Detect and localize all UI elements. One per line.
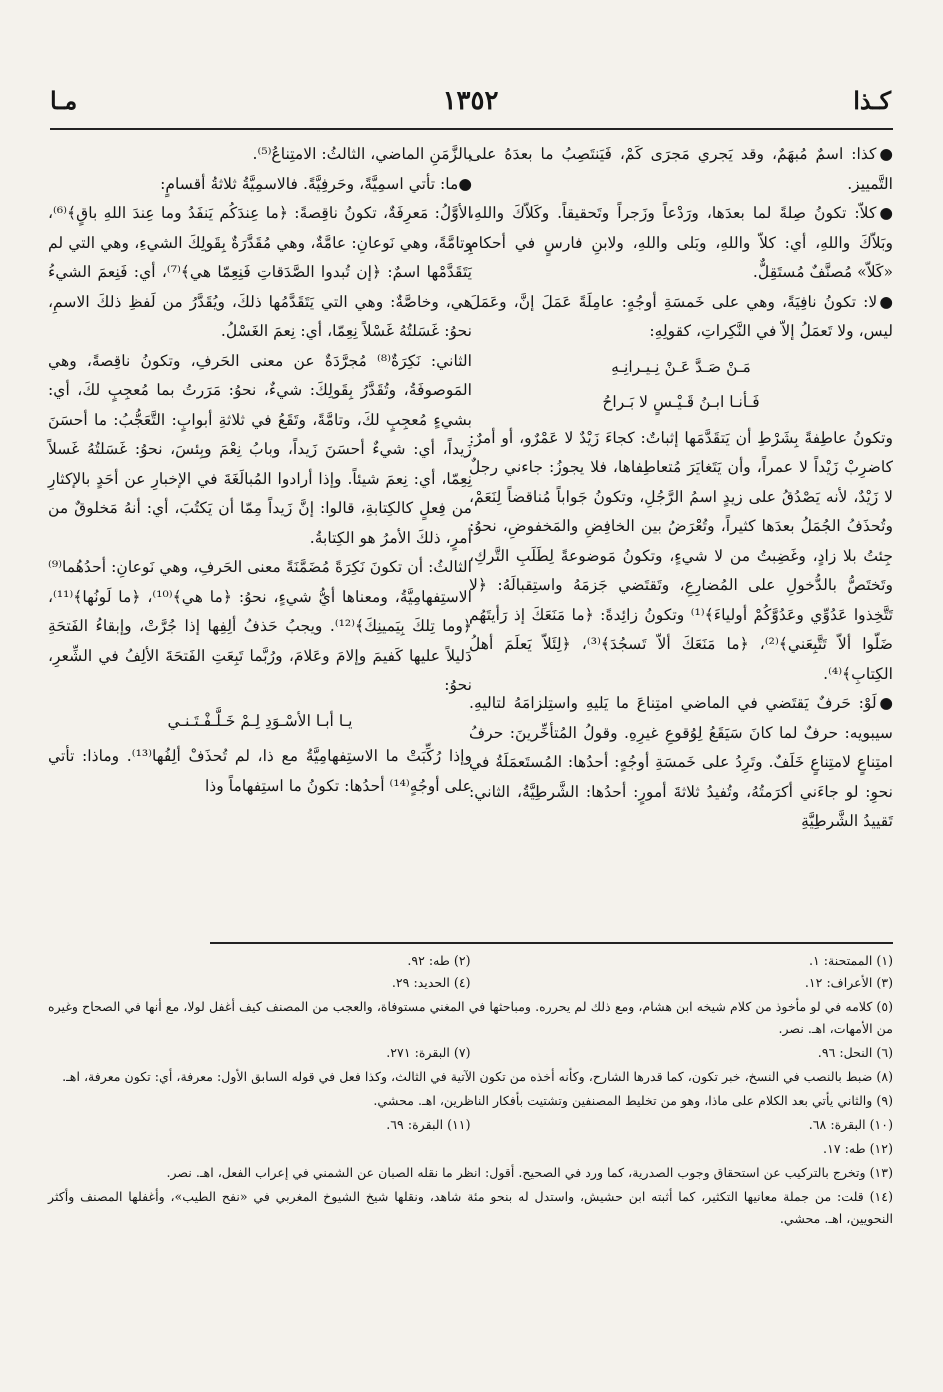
header-rule [50,128,893,130]
entry-madha: وإذا رُكِّبَتْ ما الاستِفهامِيَّةُ مع ذا، لم تُحذَفْ ألِفُها⁽¹³⁾. وماذا: تأتي على أوجُهٍ⁽¹⁴⁾ أحدُها: تكونُ ما استِفهاماً وذا [48,747,472,795]
left-column [48,140,472,801]
verse-line-3: يـا أبـا الأسْـوَدِ لِـمْ خَـلَّـفْـتَـنـي [167,711,353,730]
footnote-row [48,972,893,994]
verse-line-1: مَـنْ صَـدَّ عَـنْ نِـيـرانِـهِ [611,357,751,376]
footnote: (١) الممتحنة: ١. [808,953,893,968]
page-number: ١٣٥٢ [442,86,499,116]
footnote: (١٠) البقرة: ٦٨. [808,1117,893,1132]
header-headword-last: مـا [50,86,78,115]
section-second: الثاني: نَكِرَةٌ⁽⁸⁾ مُجرَّدَةٌ عن معنى الحَرفِ، وتكونُ ناقِصةً، وهي المَوصوفَةُ، وتُقَدَّرُ بِقَولِكَ: شيءٌ، نحوُ: مَرَرتُ بما مُعجِبٍ لكَ، أي: بشيءٍ مُعجِبٍ لكَ، وتامَّةً، وتَقَعُ في ثلاثةِ أبوابٍ: التَّعَجُّبُ: ما أحسَنَ زَيداً، أي: شيءٌ أحسَنَ زَيداً، وبابُ نِعْمَ وبِئسَ، نحوُ: غَسَلتُهُ غَسلاً نِعِمّا، أي: نِعمَ شيئاً. وإذا أرادوا المُبالَغَةَ في الإخبارِ عن أحَدٍ بالإكثارِ من فِعلٍ كالكِتابةِ، قالوا: إنَّ زَيداً مِمّا أن يَكتُبَ، أي: أنهُ مَخلوقٌ من أمرٍ، ذلكَ الأمرُ هو الكِتابةُ. [48,351,472,547]
entry-law: ●لَوْ: حَرفٌ يَقتَضي في الماضي امتِناعَ ما يَليهِ واستِلزامَهُ لتاليهِ. سيبويه: حرفٌ لما كانَ سَيَقَعُ لِوُقوعِ غيرِهِ. وقولُ المُتأخِّرينَ: حرفُ امتِناعٍ لامتِناعٍ خَلَفٌ. وتَرِدُ على خَمسَةِ أوجُهٍ: أحدُها: المُستَعمَلَةُ في نحوِ: لو جاءَني أكرَمتُهُ، وتُفيدُ ثلاثةَ أمورٍ: أحدُها: الشَّرطِيَّةُ، الثاني: تَقييدُ الشَّرطِيَّةِ [469,694,893,830]
footnote: (٦) النحل: ٩٦. [817,1045,893,1060]
entry-la: ●لا: تكونُ نافِيَةً، وهي على خَمسَةِ أوجُهٍ: عامِلَةً عَمَلَ إنَّ، وعَمَلَ ليس، ولا تَعمَلُ إلاّ في النَّكِراتِ، كقولِهِ: [469,292,893,340]
footnote-row [48,950,893,972]
entry-kadha: ●كذا: اسمٌ مُبهَمٌ، وقد يَجري مَجرَى كَمْ، فَيَنتَصِبُ ما بعدَهُ على التَّمييز. [469,145,893,193]
footnote: (٢) طه: ٩٢. [407,953,471,968]
footnote: (٩) والثاني يأتي بعد الكلام على ماذا، وهو من تخليط المصنفين وتشتيت بأفكار الناظرين، اهـ. محشي. [373,1093,893,1108]
section-first: الأوَّلُ: مَعرِفَةٌ، تكونُ ناقِصةً: ﴿ما عِندَكُم يَنفَدُ وما عِندَ اللهِ باقٍ﴾⁽⁶⁾، وتامَّةً، وهي نَوعانِ: عامَّةٌ، وهي مُقَدَّرَةٌ بِقَولِكَ الشيءِ، وهي التي لم يَتَقَدَّمْها اسمٌ: ﴿إن تُبدوا الصَّدَقاتِ فَنِعِمّا هي﴾⁽⁷⁾، أي: فَنِعمَ الشيءُ هي، وخاصَّةٌ: وهي التي يَتَقَدَّمُها ذلكَ، ويُقَدَّرُ من لَفظِ ذلكَ الاسمِ، نحوُ: غَسَلتُهُ غَسْلاً نِعِمّا، أي: نِعمَ الغَسْلُ. [48,204,472,340]
entry-la-continued: وتكونُ عاطِفةً بِشَرْطِ أن يَتقَدَّمَها إثباتٌ: كجاءَ زَيْدٌ لا عَمْرٌو، أو أمرٌ: كاضرِبْ زَيْداً لا عمراً، وأن يَتَغايَرَ مُتعاطِفاها، فلا يجوزُ: جاءني رجلٌ لا زَيْدٌ، لأنه يَصْدُقُ على زيدٍ اسمُ الرَّجُلِ، وتكونُ جَواباً مُناقضاً لِنَعَمْ، وتُحذَفُ الجُمَلُ بعدَها كثيراً، وتُعْرَضُ بين الخافِضِ والمَخفوضِ، نحوُ: جِئتُ بلا زادٍ، وغَضِبتُ من لا شيءٍ، وتكونُ مَوضوعةً لِطَلَبِ التَّركِ، وتَختَصُّ بالدُّخولِ على المُضارِعِ، وتَقتَضي جَزمَهُ واستِقبالَهُ: ﴿لا تَتَّخِذوا عَدُوِّي وعَدُوَّكُمْ أولياءَ﴾⁽¹⁾ وتكونُ زائِدةً: ﴿ما مَنَعَكَ إذ رَأيتَهُم ضَلّوا ألاّ تَتَّبِعَني﴾⁽²⁾، ﴿ما مَنَعَكَ ألاّ تَسجُدَ﴾⁽³⁾، ﴿لِئَلاّ يَعلَمَ أهلُ الكِتابِ﴾⁽⁴⁾. [469,428,893,683]
footnote: (٨) ضبط بالنصب في النسخ، خبر تكون، كما قدرها الشارح، وكأنه أخذه من تكون الآتية في الثالث، وكذا فعل في قوله السابق الأول: معرفة، أي: تكون معرفة، اهـ. [62,1069,893,1084]
footnote: (١٢) طه: ١٧. [823,1141,893,1156]
entry-ma: ●ما: تأتي اسمِيَّةً، وحَرفِيَّةً. فالاسمِيَّةُ ثلاثةُ أقسامٍ: [160,174,472,193]
footnotes [48,950,893,1232]
footnote-row [48,1114,893,1136]
footnote: (٤) الحديد: ٢٩. [391,975,471,990]
right-column [469,140,893,837]
section-third: الثالثُ: أن تكونَ نَكِرَةً مُضَمَّنَةً معنى الحَرفِ، وهي نَوعانِ: أحدُهُما⁽⁹⁾ الاستِفهامِيَّةُ، ومعناها أيُّ شيءٍ، نحوُ: ﴿ما هي﴾⁽¹⁰⁾، ﴿ما لَونُها﴾⁽¹¹⁾، ﴿وما تِلكَ بِيَمينِكَ﴾⁽¹²⁾. ويجبُ حَذفُ ألِفِها إذا جُرَّتْ، وإبقاءُ الفَتحَةِ دَليلاً عليها كَفيمَ وإلامَ وعَلامَ، ورُبَّما تَبِعَتِ الفَتحَةَ الألِفُ في الشِّعرِ، نحوُ: [48,558,472,694]
footnote-row [48,1042,893,1064]
paragraph-continuation: بالزَّمَنِ الماضي، الثالثُ: الامتِناعُ⁽⁵⁾. [252,145,472,163]
entry-kalla: ●كلاّ: تكونُ صِلةً لما بعدَها، ورَدْعاً وزَجراً وتَحقيقاً. وكَلاّكَ واللهِ، وبَلاّكَ واللهِ، أي: كلاّ واللهِ، وبَلى واللهِ، ولابنِ فارسٍ في أحكامِ «كَلاّ» مُصنَّفٌ مُستَقِلٌّ. [469,204,893,281]
footnote: (٧) البقرة: ٢٧١. [386,1045,471,1060]
footnote-rule [210,942,893,944]
footnote: (٥) كلامه في لو مأخوذ من كلام شيخه ابن هشام، ومع ذلك لم يحرره. ومباحثها في المغني مستوفاة، والعجب من المصنف كيف أغفل لولا، مع أنها في الصحاح وغيره من الأمهات، اهـ. نصر. [48,999,893,1036]
footnote: (١١) البقرة: ٦٩. [386,1117,471,1132]
page-header [50,86,891,120]
footnote: (١٤) قلت: من جملة معانيها التكثير، كما أثبته ابن حشيش، واستدل له بنحو مئة شاهد، ونقلها شيخ الشيوخ المغربي في «نفح الطيب»، وأغفلها المصنف وأكثر النحويين، اهـ. محشي. [48,1189,893,1226]
footnote: (٣) الأعراف: ١٢. [804,975,893,990]
header-headword-first: كـذا [853,86,891,115]
footnote: (١٣) وتخرج بالتركيب عن استحقاق وجوب الصدرية، كما ورد في الصحيح. أقول: انظر ما نقله الصبان عن الشمني في إعراب الفعل، اهـ. نصر. [166,1165,893,1180]
verse-line-2: فَـأنـا ابـنُ قَـيْـسٍ لا بَـراحُ [602,393,760,411]
